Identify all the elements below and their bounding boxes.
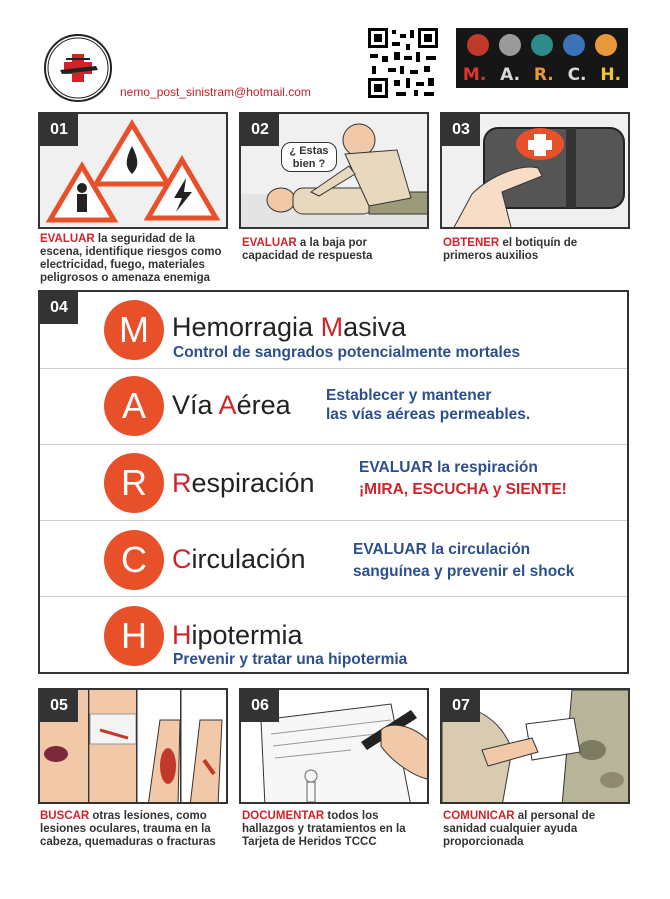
- panel-number: 02: [241, 114, 279, 146]
- step-title: Circulación: [172, 544, 306, 574]
- panel-number: 06: [241, 690, 279, 722]
- heart-icon: [563, 34, 585, 56]
- panel-03: [440, 112, 630, 229]
- caption-06: DOCUMENTAR todos los hallazgos y tratamientos en la Tarjeta de Heridos TCCC: [242, 810, 406, 848]
- step-description: Prevenir y tratar una hipotermia: [173, 651, 408, 668]
- hazard-signs-illustration: [40, 114, 228, 229]
- march-letter: C.: [567, 65, 587, 85]
- step-title: Hemorragia Masiva: [172, 312, 407, 342]
- caption-02: EVALUAR a la baja por capacidad de respuesta: [242, 237, 373, 262]
- step-title: Hipotermia: [172, 620, 303, 650]
- step-title: Respiración: [172, 468, 315, 498]
- march-letter: R.: [533, 65, 554, 85]
- panel-number: 01: [40, 114, 78, 146]
- step-hipotermia: [40, 596, 627, 672]
- march-letter: M.: [462, 65, 487, 85]
- panel-01: [38, 112, 228, 229]
- step-respiracion: [40, 444, 627, 521]
- march-letter: A.: [500, 65, 521, 85]
- panel-number: 07: [442, 690, 480, 722]
- caption-01: EVALUAR la seguridad de la escena, identifique riesgos como electricidad, fuego, materiales peligrosos o amenaza enemiga: [40, 233, 222, 284]
- step-circulacion: [40, 520, 627, 597]
- first-aid-kit-illustration: [442, 114, 630, 229]
- step-description: EVALUAR la circulación sanguínea y prevenir el shock: [353, 541, 575, 580]
- qr-code: [366, 26, 440, 100]
- caption-03: OBTENER el botiquín de primeros auxilios: [443, 237, 578, 262]
- panel-05: [38, 688, 228, 804]
- step-letter-circle: H: [104, 606, 164, 666]
- step-hemorragia: [40, 292, 627, 369]
- casualty-check-illustration: [241, 114, 429, 229]
- blood-drop-icon: [467, 34, 489, 56]
- march-letter: H.: [600, 65, 622, 85]
- step-via-aerea: [40, 368, 627, 445]
- caption-07: COMUNICAR al personal de sanidad cualquier ayuda proporcionada: [443, 810, 596, 848]
- step-title: Vía Aérea: [172, 390, 291, 420]
- airway-icon: [499, 34, 521, 56]
- march-protocol: [38, 290, 629, 674]
- speech-bubble: ¿ Estas bien ?: [281, 142, 337, 172]
- nemo-logo: [44, 34, 112, 102]
- step-letter-circle: R: [104, 453, 164, 513]
- panel-06: [239, 688, 429, 804]
- step-letter-circle: A: [104, 376, 164, 436]
- caption-05: BUSCAR otras lesiones, como lesiones oculares, trauma en la cabeza, quemaduras o fracturas: [40, 810, 216, 848]
- step-letter-circle: C: [104, 530, 164, 590]
- step-description: Control de sangrados potencialmente mortales: [173, 344, 521, 361]
- lungs-icon: [531, 34, 553, 56]
- step-description: Establecer y mantener las vías aéreas permeables.: [326, 387, 531, 423]
- email-link[interactable]: nemo_post_sinistram@hotmail.com: [120, 85, 311, 99]
- march-logo: [456, 28, 628, 88]
- panel-number: 03: [442, 114, 480, 146]
- panel-number: 04: [40, 292, 78, 324]
- step-description: EVALUAR la respiración ¡MIRA, ESCUCHA y SIENTE!: [359, 459, 567, 498]
- panel-07: [440, 688, 630, 804]
- panel-number: 05: [40, 690, 78, 722]
- panel-02: [239, 112, 429, 229]
- thermometer-icon: [595, 34, 617, 56]
- step-letter-circle: M: [104, 300, 164, 360]
